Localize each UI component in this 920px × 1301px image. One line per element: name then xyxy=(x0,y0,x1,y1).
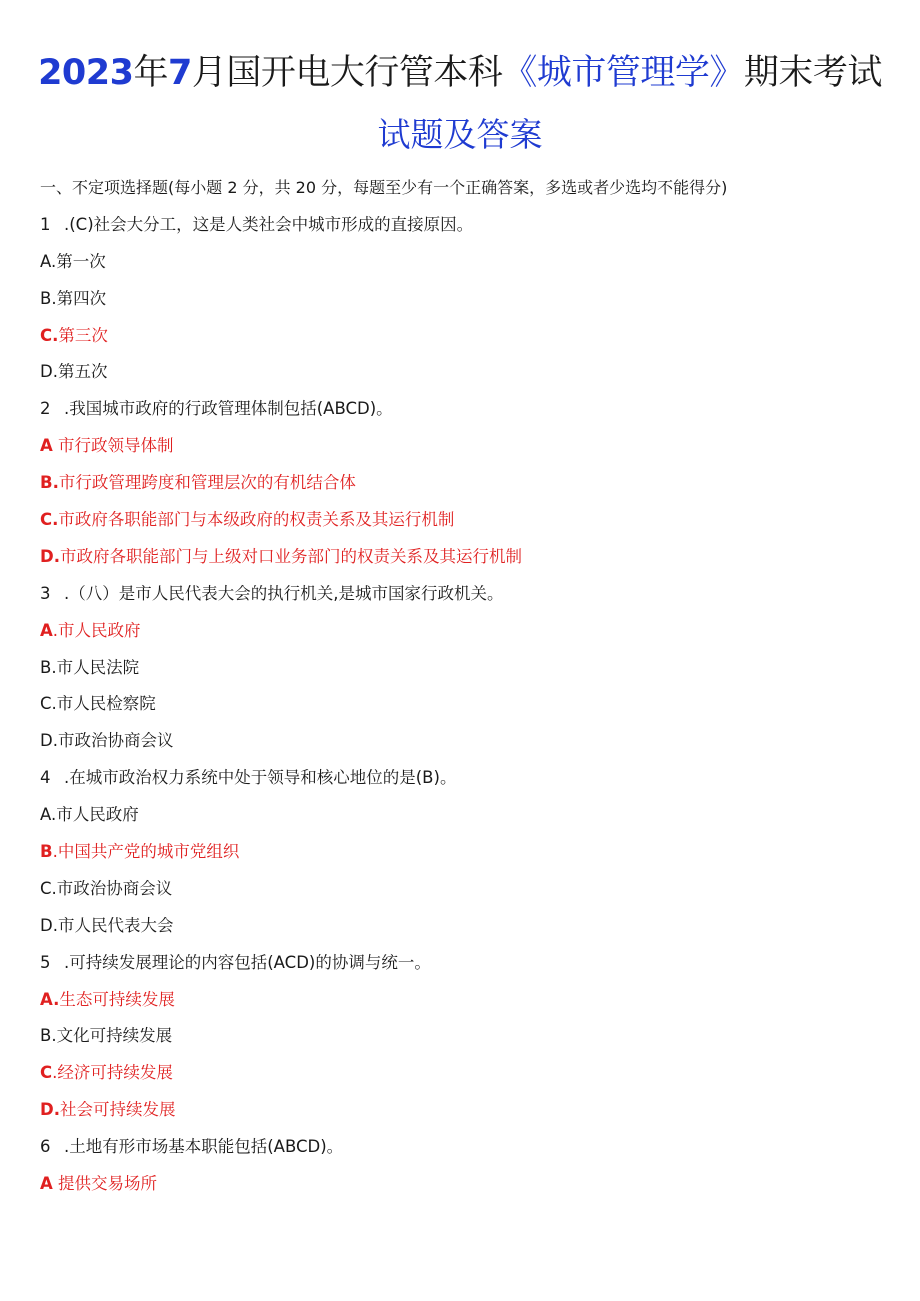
option-text: 市政府各职能部门与本级政府的权责关系及其运行机制 xyxy=(58,510,455,530)
option-text: 市人民检察院 xyxy=(56,694,156,714)
question-number: 5 xyxy=(40,952,51,972)
option xyxy=(40,689,900,726)
option-text: 生态可持续发展 xyxy=(59,989,175,1009)
section-heading: 一、不定项选择题(每小题 2 分，共 20 分，每题至少有一个正确答案，多选或者少选均不能得分) xyxy=(40,178,728,197)
answer-option xyxy=(40,837,900,874)
option-letter: B. xyxy=(40,288,57,308)
answer-option xyxy=(40,505,900,542)
option xyxy=(40,911,900,948)
option xyxy=(40,357,900,394)
answer-option xyxy=(40,431,900,468)
option-letter: C. xyxy=(40,325,59,345)
option-letter: A xyxy=(40,620,53,640)
question-number: 4 xyxy=(40,768,51,788)
question-text: .（八）是市人民代表大会的执行机关,是城市国家行政机关。 xyxy=(64,583,504,603)
option-text: 第三次 xyxy=(58,325,108,345)
option-text: .市人民政府 xyxy=(52,620,141,640)
question-2 xyxy=(40,394,900,431)
answer-option xyxy=(40,321,900,358)
option-text: .中国共产党的城市党组织 xyxy=(52,842,240,862)
option-text: 文化可持续发展 xyxy=(56,1026,173,1046)
option-letter: D. xyxy=(40,546,60,566)
option-letter: A xyxy=(40,1174,53,1194)
option-text: 第四次 xyxy=(56,288,107,308)
title-exam: 期末考试 xyxy=(743,53,882,93)
option xyxy=(40,247,900,284)
title-month: 7 xyxy=(168,53,192,93)
question-text: .(C)社会大分工，这是人类社会中城市形成的直接原因。 xyxy=(64,214,474,234)
option-text: 第一次 xyxy=(56,251,106,271)
question-5 xyxy=(40,948,900,985)
option-text: 第五次 xyxy=(57,362,108,382)
option-text: .经济可持续发展 xyxy=(52,1063,173,1083)
option-letter: B xyxy=(40,842,53,862)
option-letter: D. xyxy=(40,1100,60,1120)
option-text: 市人民代表大会 xyxy=(57,915,174,935)
question-number: 1 xyxy=(40,214,51,234)
option-text: 提供交易场所 xyxy=(52,1174,158,1194)
option-letter: D. xyxy=(40,731,58,751)
option-text: 市行政领导体制 xyxy=(52,436,174,456)
option-letter: C. xyxy=(40,694,57,714)
answer-option xyxy=(40,1169,900,1206)
question-6 xyxy=(40,1132,900,1169)
option-letter: A xyxy=(40,436,53,456)
option-text: 社会可持续发展 xyxy=(59,1100,176,1120)
question-4 xyxy=(40,763,900,800)
question-number: 2 xyxy=(40,399,51,419)
answer-option xyxy=(40,1058,900,1095)
option-letter: C xyxy=(40,1063,53,1083)
option-letter: B. xyxy=(40,473,59,493)
question-text: .在城市政治权力系统中处于领导和核心地位的是(B)。 xyxy=(64,768,457,788)
question-text: .可持续发展理论的内容包括(ACD)的协调与统一。 xyxy=(64,952,431,972)
title-year: 2023 xyxy=(38,53,134,93)
option-letter: C. xyxy=(40,878,57,898)
answer-option xyxy=(40,1095,900,1132)
option-text: 市人民政府 xyxy=(56,805,139,825)
option-letter: C. xyxy=(40,510,59,530)
title-course: 《城市管理学》 xyxy=(502,53,744,93)
option-letter: A. xyxy=(40,805,57,825)
option-text: 市政治协商会议 xyxy=(57,731,174,751)
option-letter: A. xyxy=(40,251,57,271)
option xyxy=(40,874,900,911)
option-text: 市政治协商会议 xyxy=(56,878,173,898)
question-3 xyxy=(40,579,900,616)
option-letter: D. xyxy=(40,915,58,935)
answer-option xyxy=(40,542,900,579)
option-letter: D. xyxy=(40,362,58,382)
option xyxy=(40,284,900,321)
document-title-line2: 试题及答案 xyxy=(377,115,543,154)
option-text: 市人民法院 xyxy=(56,657,140,677)
question-text: .土地有形市场基本职能包括(ABCD)。 xyxy=(64,1137,344,1157)
answer-option xyxy=(40,985,900,1022)
option-text: 市行政管理跨度和管理层次的有机结合体 xyxy=(58,473,356,493)
document-body xyxy=(40,173,900,1206)
question-text: .我国城市政府的行政管理体制包括(ABCD)。 xyxy=(64,399,393,419)
option xyxy=(40,800,900,837)
option xyxy=(40,726,900,763)
option xyxy=(40,1021,900,1058)
option-letter: B. xyxy=(40,657,57,677)
question-number: 3 xyxy=(40,583,51,603)
answer-option xyxy=(40,468,900,505)
answer-option xyxy=(40,616,900,653)
question-number: 6 xyxy=(40,1137,51,1157)
document-title-line1 xyxy=(0,50,920,96)
option-text: 市政府各职能部门与上级对口业务部门的权责关系及其运行机制 xyxy=(59,546,522,566)
title-institution: 月国开电大行管本科 xyxy=(191,53,503,93)
question-1 xyxy=(40,210,900,247)
title-year-unit: 年 xyxy=(133,53,169,93)
option xyxy=(40,653,900,690)
option-letter: A. xyxy=(40,989,60,1009)
option-letter: B. xyxy=(40,1026,57,1046)
